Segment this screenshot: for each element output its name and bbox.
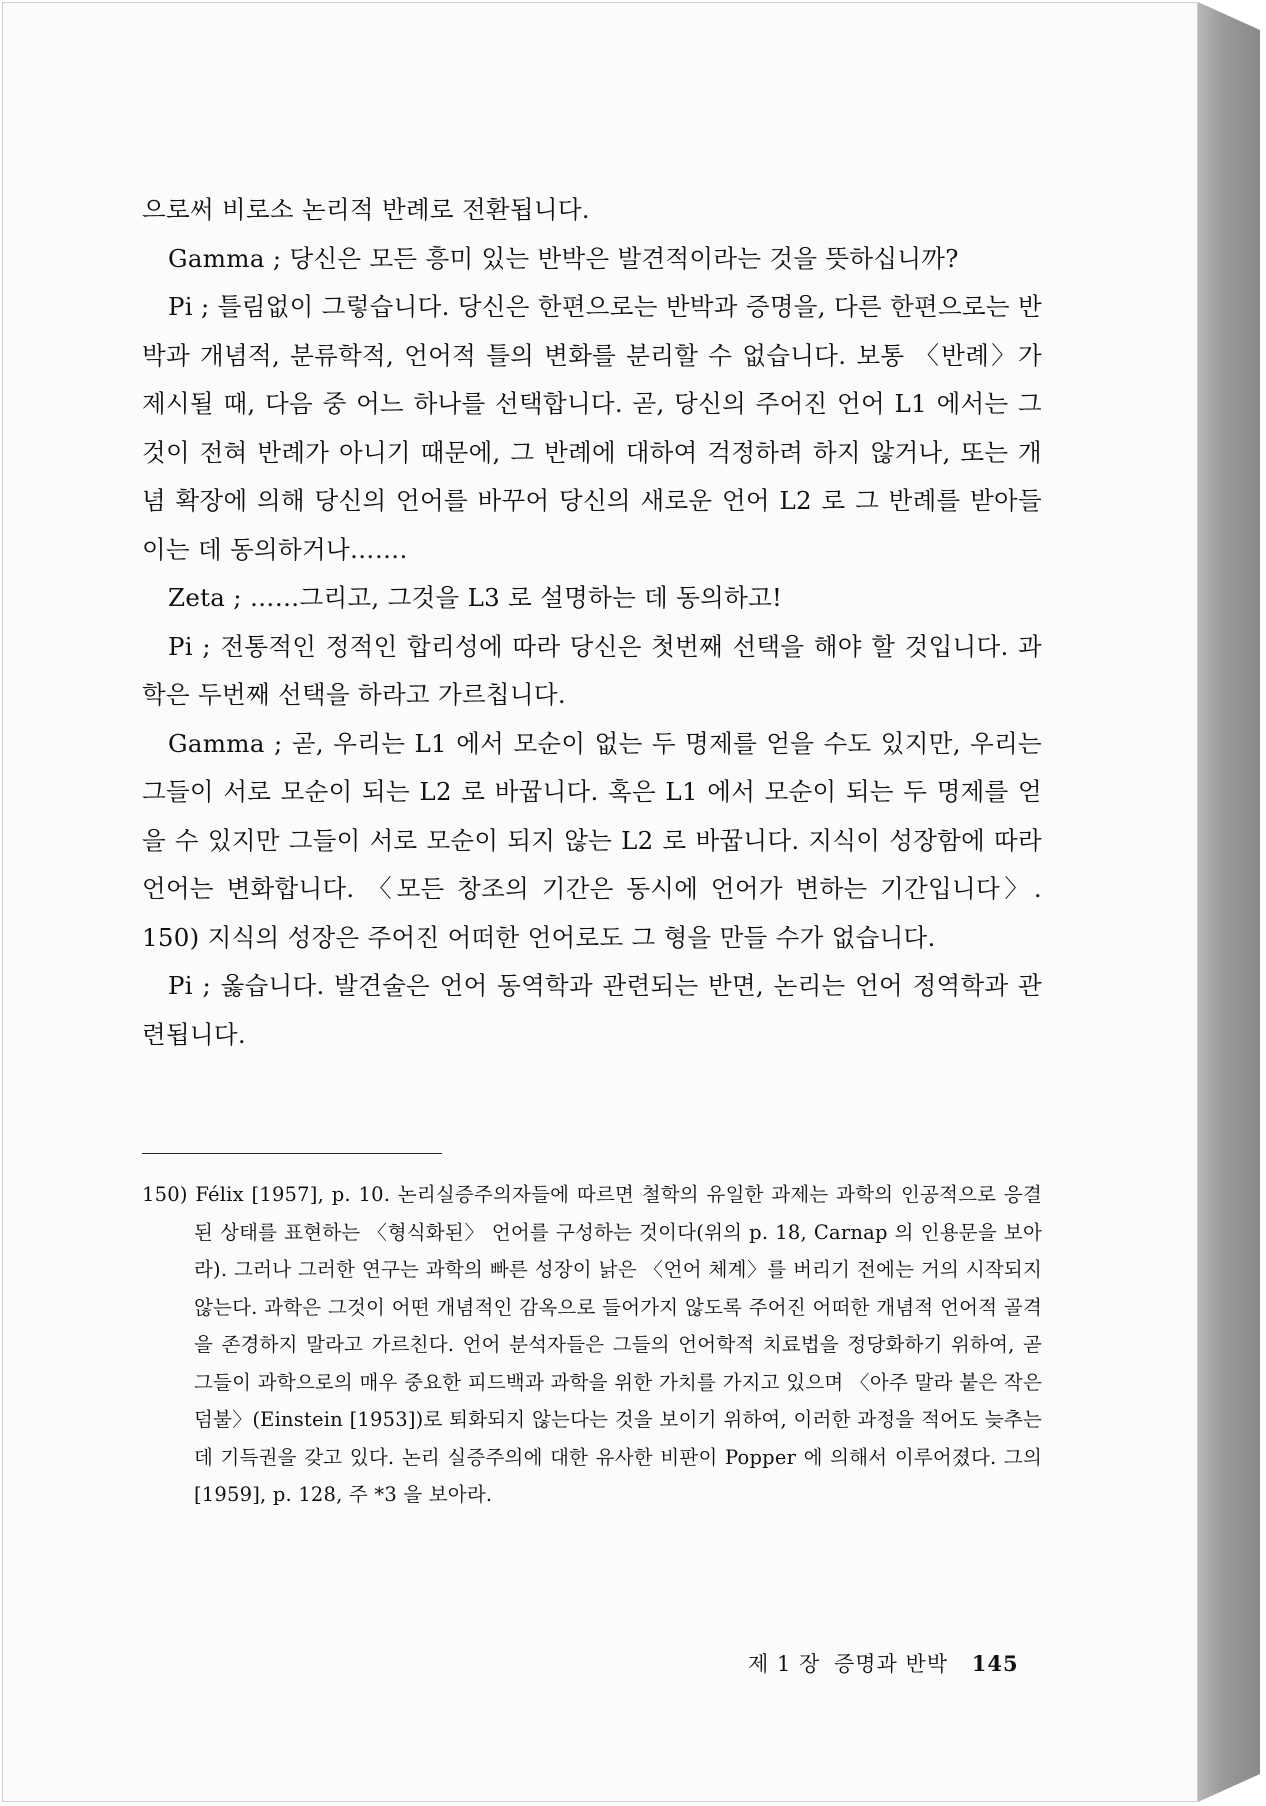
running-footer	[748, 1648, 1025, 1678]
paragraph-pi: Pi ; 옳습니다. 발견술은 언어 동역학과 관련되는 반면, 논리는 언어 정역학과 관련됩니다.	[142, 971, 1042, 1049]
paragraph-zeta: Zeta ; ……그리고, 그것을 L3 로 설명하는 데 동의하고!	[168, 583, 783, 612]
paragraph-pi: Pi ; 전통적인 정적인 합리성에 따라 당신은 첫번째 선택을 해야 할 것입니다. 과학은 두번째 선택을 하라고 가르칩니다.	[142, 631, 1042, 709]
paragraph-continuation: 으로써 비로소 논리적 반례로 전환됩니다.	[142, 195, 590, 224]
page-edge-shadow	[1198, 2, 1260, 1802]
paragraph-gamma: Gamma ; 곧, 우리는 L1 에서 모순이 없는 두 명제를 얻을 수도 있지만, 우리는 그들이 서로 모순이 되는 L2 로 바꿉니다. 혹은 L1 에서 모순이 되는 두 명제를 얻을 수 있지만 그들이 서로 모순이 되지 않는 L2 로 바꿉니다. 지식이 성장함에 따라 언어는 변화합니다. 〈모든 창조의 기간은 동시에 언어가 변하는 기간입니다〉. 150) 지식의 성장은 주어진 어떠한 언어로도 그 형을 만들 수가 없습니다.	[142, 728, 1042, 952]
spacer	[142, 1059, 1042, 1153]
page-content	[142, 186, 1042, 1514]
dialogue-body	[142, 186, 1042, 1059]
footnote-150: 150) Félix [1957], p. 10. 논리실증주의자들에 따르면 철학의 유일한 과제는 과학의 인공적으로 응결된 상태를 표현하는 〈형식화된〉 언어를 구성하는 것이다(위의 p. 18, Carnap 의 인용문을 보아라). 그러나 그러한 연구는 과학의 빠른 성장이 낡은 〈언어 체계〉를 버리기 전에는 거의 시작되지 않는다. 과학은 그것이 어떤 개념적인 감옥으로 들어가지 않도록 주어진 어떠한 개념적 언어적 골격을 존경하지 말라고 가르친다. 언어 분석자들은 그들의 언어학적 치료법을 정당화하기 위하여, 곧 그들이 과학으로의 매우 중요한 피드백과 과학을 위한 가치를 가지고 있으며 〈아주 말라 붙은 작은 덤불〉(Einstein [1953])로 퇴화되지 않는다는 것을 보이기 위하여, 이러한 과정을 적어도 늦추는 데 기득권을 갖고 있다. 논리 실증주의에 대한 유사한 비판이 Popper 에 의해서 이루어졌다. 그의 [1959], p. 128, 주 *3 을 보아라.	[142, 1183, 1042, 1506]
chapter-title: 증명과 반박	[833, 1652, 949, 1676]
paragraph-gamma: Gamma ; 당신은 모든 흥미 있는 반박은 발견적이라는 것을 뜻하십니까?	[168, 243, 959, 273]
footnote-rule	[142, 1153, 442, 1154]
page-number: 145	[971, 1651, 1019, 1676]
chapter-label: 제 1 장	[748, 1652, 821, 1676]
paragraph-pi: Pi ; 틀림없이 그렇습니다. 당신은 한편으로는 반박과 증명을, 다른 한편으로는 반박과 개념적, 분류학적, 언어적 틀의 변화를 분리할 수 없습니다. 보통 〈반례〉가 제시될 때, 다음 중 어느 하나를 선택합니다. 곧, 당신의 주어진 언어 L1 에서는 그것이 전혀 반례가 아니기 때문에, 그 반례에 대하여 걱정하려 하지 않거나, 또는 개념 확장에 의해 당신의 언어를 바꾸어 당신의 새로운 언어 L2 로 그 반례를 받아들이는 데 동의하거나…….	[142, 292, 1042, 564]
